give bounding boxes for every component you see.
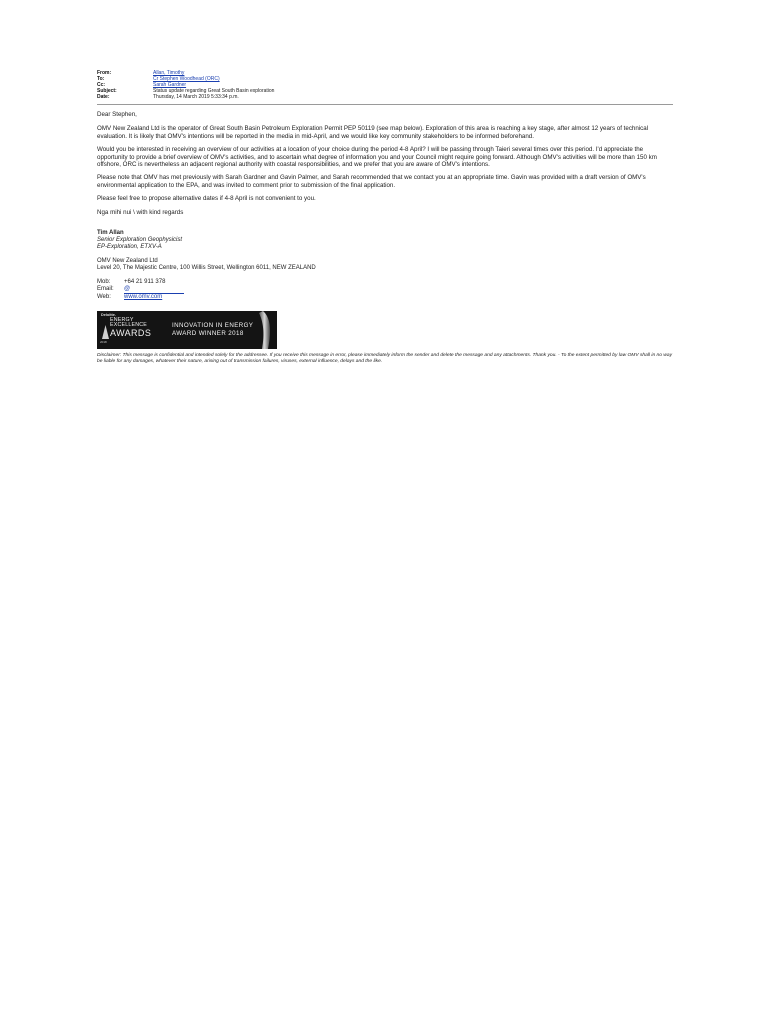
disclaimer: Disclaimer: This message is confidential and intended solely for the addressee. If you receive this message in error, please immediately inform the sender and delete the message and any attachments. Thank you. - To the extent permitted by law OMV shall in no way be liable for any damages, whatever their nature, arising out of transmission failures, viruses, external influence, delays and the like.: [97, 352, 673, 364]
to-label: To:: [97, 76, 105, 82]
from-link[interactable]: Allan, Timothy: [153, 70, 185, 76]
cc-label: Cc:: [97, 82, 106, 88]
award-triangle-icon: [102, 325, 109, 339]
signature-company: OMV New Zealand Ltd: [97, 257, 158, 264]
header-divider: [97, 104, 673, 105]
award-year: 2018: [100, 339, 107, 344]
deloitte-logo: Deloitte.: [101, 312, 116, 317]
email-label: Email:: [97, 286, 114, 293]
body-paragraph: Please feel free to propose alternative dates if 4-8 April is not convenient to you.: [97, 195, 316, 203]
web-label: Web:: [97, 294, 111, 301]
signature-address: Level 20, The Majestic Centre, 100 Willis Street, Wellington 6011, NEW ZEALAND: [97, 264, 316, 271]
contact-block: [97, 279, 673, 302]
signature: [97, 230, 673, 302]
email-body: [97, 111, 673, 216]
salutation: Dear Stephen,: [97, 111, 137, 118]
award-title: ENERGY EXCELLENCE AWARDS: [110, 316, 152, 338]
subject-value: Status update regarding Great South Basin exploration: [153, 88, 275, 94]
to-link[interactable]: Cr Stephen Woodhead (ORC): [153, 76, 220, 82]
mob-value: +64 21 911 378: [124, 279, 166, 286]
web-link[interactable]: www.omv.com: [124, 294, 163, 301]
closing: Nga mihi nui \ with kind regards: [97, 208, 184, 216]
trophy-icon: [257, 311, 275, 349]
body-paragraph: Would you be interested in receiving an overview of our activities at a location of your choice during the period 4-8 April? I will be passing through Taieri several times over this period. I'd appreciate the opportunity to provide a brief overview of OMV's activities, and to ascertain what degree of information you and your Council might require going forward. Although OMV's activities will be more than 150 km offshore, ORC is nevertheless an adjacent regional authority with coastal responsibilities, and we prefer that you are aware of OMV's intentions.: [97, 146, 657, 169]
signature-name: Tim Allan: [97, 230, 124, 237]
award-winner-text: INNOVATION IN ENERGY AWARD WINNER 2018: [172, 321, 254, 337]
mob-label: Mob:: [97, 279, 111, 286]
date-row: [97, 94, 673, 100]
award-banner: [97, 311, 277, 349]
signature-title: Senior Exploration Geophysicist: [97, 237, 183, 244]
date-label: Date:: [97, 94, 110, 100]
subject-label: Subject:: [97, 88, 117, 94]
email-header: [97, 70, 673, 100]
body-paragraph: Please note that OMV has met previously with Sarah Gardner and Gavin Palmer, and Sarah recommended that we contact you at an appropriate time. Gavin was provided with a draft version of OMV's environmental application to the EPA, and was invited to comment prior to submission of the final application.: [97, 174, 646, 189]
from-label: From:: [97, 70, 112, 76]
email-page: [97, 70, 673, 365]
signature-dept: EP-Exploration, ETXV-A: [97, 244, 162, 251]
cc-link[interactable]: Sarah Gardner: [153, 82, 187, 88]
date-value: Thursday, 14 March 2019 5:33:34 p.m.: [153, 94, 239, 100]
email-link[interactable]: @: [124, 286, 184, 294]
body-paragraph: OMV New Zealand Ltd is the operator of Great South Basin Petroleum Exploration Permit PEP 50119 (see map below). Exploration of this area is reaching a key stage, after almost 12 years of technical evaluation. It is likely that OMV's intentions will be reported in the media in mid-April, and we would like key community stakeholders to be informed beforehand.: [97, 125, 649, 140]
